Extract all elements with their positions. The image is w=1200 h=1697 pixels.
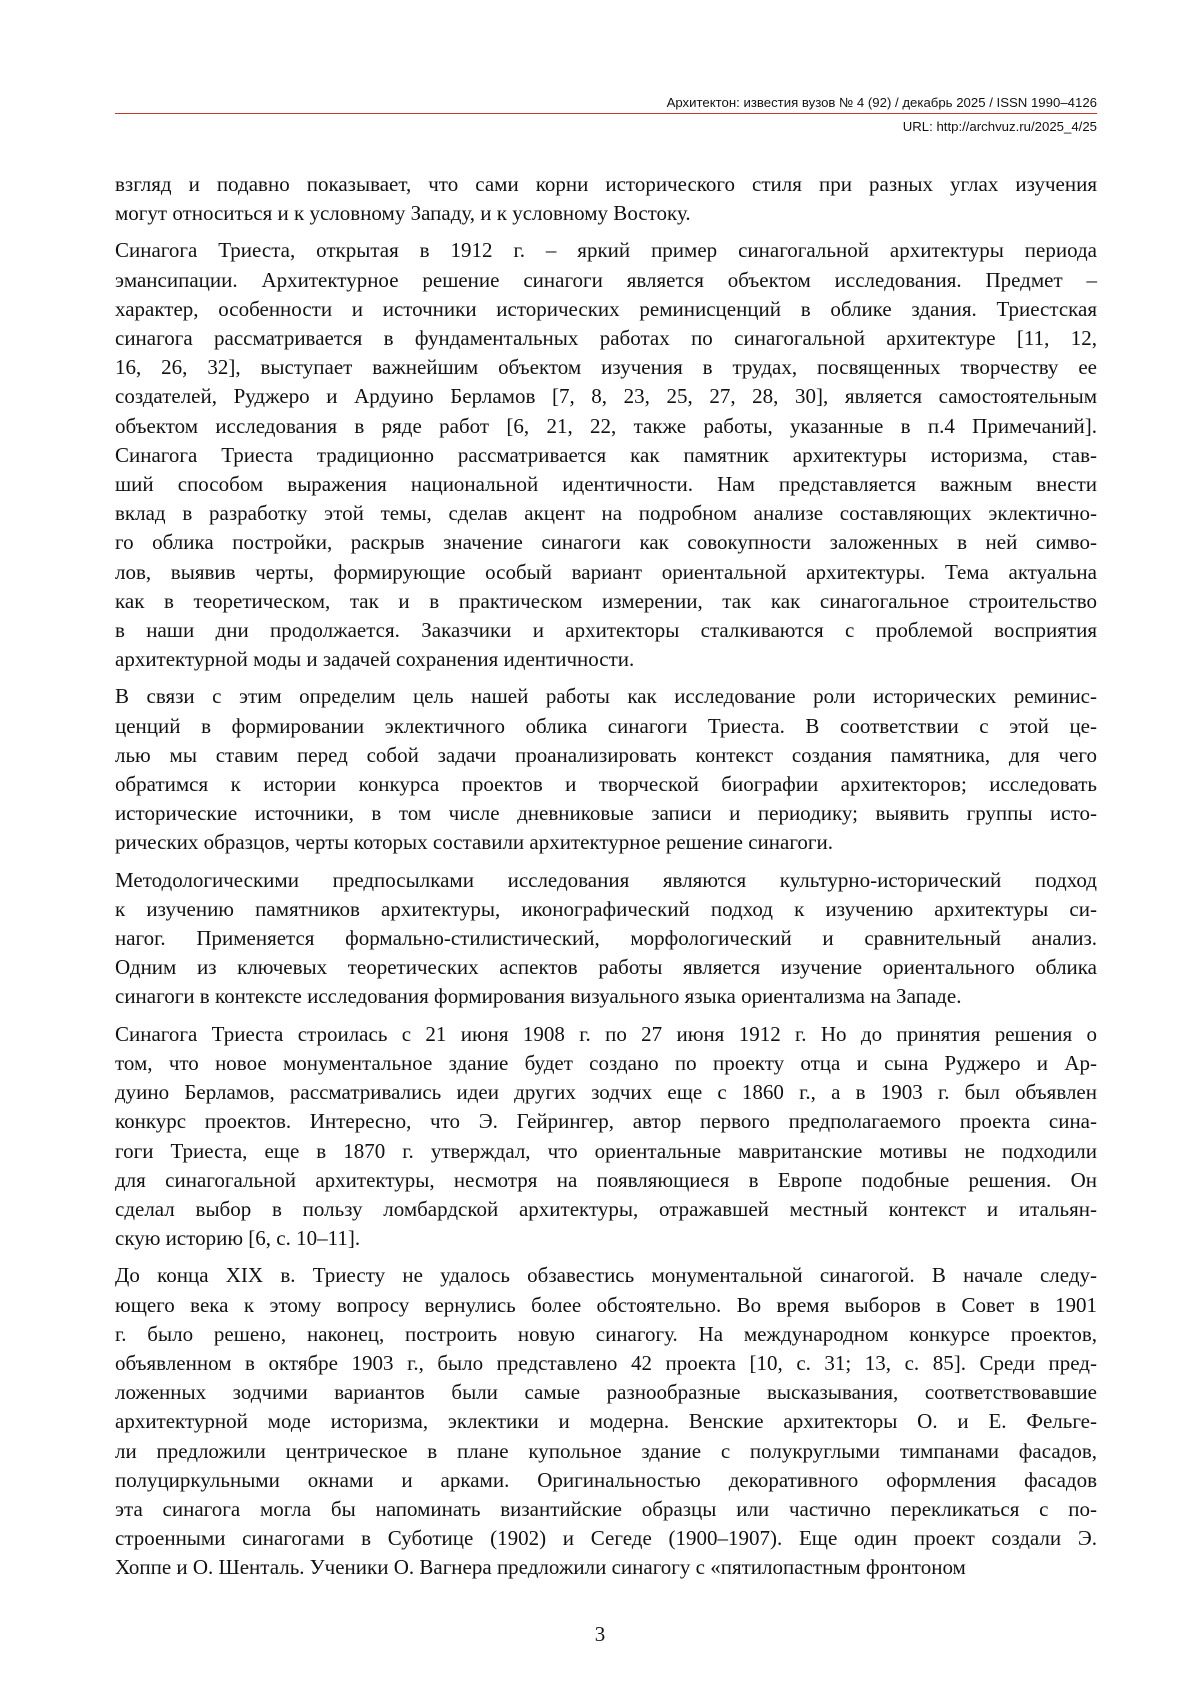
running-header — [115, 94, 1097, 136]
text-line: для синагогальной архитектуры, несмотря на появляющиеся в Европе подобные решения. Он — [115, 1167, 1097, 1192]
text-line: создателей, Руджеро и Ардуино Берламов [7, 8, 23, 25, 27, 28, 30], является самостоятельным — [115, 384, 1097, 409]
article-url: URL: http://archvuz.ru/2025_4/25 — [902, 119, 1097, 134]
text-line: взгляд и подавно показывает, что сами корни исторического стиля при разных углах изучения — [115, 172, 1097, 196]
text-line: ценций в формировании эклектичного облика синагоги Триеста. В соответствии с этой це- — [115, 713, 1097, 738]
text-line: полуциркульными окнами и арками. Оригинальностью декоративного оформления фасадов — [115, 1467, 1097, 1492]
paragraph — [115, 1020, 1097, 1254]
text-line: До конца XIX в. Триесту не удалось обзавестись монументальной синагогой. В начале следу- — [115, 1263, 1097, 1288]
journal-citation: Архитектон: известия вузов № 4 (92) / декабрь 2025 / ISSN 1990–4126 — [666, 95, 1097, 110]
text-line: ющего века к этому вопросу вернулись более обстоятельно. Во время выборов в Совет в 1901 — [115, 1292, 1097, 1317]
text-line: эта синагога могла бы напоминать византийские образцы или частично перекликаться с по- — [115, 1496, 1097, 1521]
text-line: дуино Берламов, рассматривались идеи других зодчих еще с 1860 г., а в 1903 г. был объявлен — [115, 1080, 1097, 1105]
text-line: ший способом выражения национальной идентичности. Нам представляется важным внести — [115, 472, 1097, 497]
text-line: гоги Триеста, еще в 1870 г. утверждал, что ориентальные мавританские мотивы не подходили — [115, 1138, 1097, 1163]
text-line: исторические источники, в том числе дневниковые записи и периодику; выявить группы исто- — [115, 801, 1097, 826]
text-line: архитектурной моды и задачей сохранения идентичности. — [115, 647, 635, 672]
text-line: к изучению памятников архитектуры, иконографический подход к изучению архитектуры си- — [115, 896, 1097, 921]
paragraph — [115, 236, 1097, 674]
text-line: ли предложили центрическое в плане купольное здание с полукруглыми тимпанами фасадов, — [115, 1438, 1097, 1463]
text-line: скую историю [6, с. 10–11]. — [115, 1226, 361, 1251]
text-line: том, что новое монументальное здание будет создано по проекту отца и сына Руджеро и Ар- — [115, 1050, 1097, 1075]
text-line: эмансипации. Архитектурное решение синагоги является объектом исследования. Предмет – — [115, 267, 1097, 292]
paragraph — [115, 866, 1097, 1012]
text-line: Синагога Триеста, открытая в 1912 г. – яркий пример синагогальной архитектуры периода — [115, 238, 1097, 263]
text-line: сделал выбор в пользу ломбардской архитектуры, отражавшей местный контекст и итальян- — [115, 1196, 1097, 1221]
article-body — [115, 170, 1097, 1591]
text-line: в наши дни продолжается. Заказчики и архитекторы сталкиваются с проблемой восприятия — [115, 618, 1097, 643]
text-line: В связи с этим определим цель нашей работы как исследование роли исторических реминис- — [115, 684, 1097, 709]
text-line: Методологическими предпосылками исследования являются культурно-исторический подход — [115, 867, 1097, 892]
header-rule — [115, 113, 1097, 114]
text-line: лью мы ставим перед собой задачи проанализировать контекст создания памятника, для чего — [115, 742, 1097, 767]
paragraph — [115, 682, 1097, 857]
text-line: синагога рассматривается в фундаментальных работах по синагогальной архитектуре [11, 12, — [115, 326, 1097, 351]
text-line: архитектурной моде историзма, эклектики и модерна. Венские архитекторы О. и Е. Фельге- — [115, 1409, 1097, 1434]
text-line: как в теоретическом, так и в практическом измерении, так как синагогальное строительство — [115, 588, 1097, 613]
text-line: строенными синагогами в Суботице (1902) и Сегеде (1900–1907). Еще один проект создали Э. — [115, 1526, 1097, 1551]
text-line: конкурс проектов. Интересно, что Э. Гейрингер, автор первого предполагаемого проекта сина- — [115, 1109, 1097, 1134]
text-line: вклад в разработку этой темы, сделав акцент на подробном анализе составляющих эклектично- — [115, 501, 1097, 526]
text-line: Одним из ключевых теоретических аспектов работы является изучение ориентального облика — [115, 955, 1097, 980]
text-line: характер, особенности и источники исторических реминисценций в облике здания. Триестская — [115, 296, 1097, 321]
paragraph — [115, 1261, 1097, 1582]
text-line: нагог. Применяется формально-стилистический, морфологический и сравнительный анализ. — [115, 926, 1097, 951]
text-line: лов, выявив черты, формирующие особый вариант ориентальной архитектуры. Тема актуальна — [115, 559, 1097, 584]
text-line: синагоги в контексте исследования формирования визуального языка ориентализма на Западе. — [115, 984, 962, 1009]
text-line: обратимся к истории конкурса проектов и творческой биографии архитекторов; исследовать — [115, 772, 1097, 797]
text-line: объявленном в октябре 1903 г., было представлено 42 проекта [10, с. 31; 13, с. 85]. Среди пред- — [115, 1350, 1097, 1375]
text-line: Синагога Триеста традиционно рассматривается как памятник архитектуры историзма, став- — [115, 442, 1097, 467]
text-line: Синагога Триеста строилась с 21 июня 1908 г. по 27 июня 1912 г. Но до принятия решения о — [115, 1021, 1097, 1046]
paragraph — [115, 170, 1097, 228]
page-number: 3 — [594, 1622, 606, 1646]
text-line: могут относиться и к условному Западу, и к условному Востоку. — [115, 201, 691, 226]
text-line: ложенных зодчими вариантов были самые разнообразные высказывания, соответствовавшие — [115, 1380, 1097, 1405]
text-line: Хоппе и О. Шенталь. Ученики О. Вагнера предложили синагогу с «пятилопастным фронтоном — [115, 1555, 966, 1580]
text-line: объектом исследования в ряде работ [6, 21, 22, также работы, указанные в п.4 Примечаний]. — [115, 413, 1097, 438]
text-line: рических образцов, черты которых составили архитектурное решение синагоги. — [115, 830, 834, 855]
text-line: го облика постройки, раскрыв значение синагоги как совокупности заложенных в ней симво- — [115, 530, 1097, 555]
text-line: 16, 26, 32], выступает важнейшим объектом изучения в трудах, посвященных творчеству ее — [115, 355, 1097, 380]
text-line: г. было решено, наконец, построить новую синагогу. На международном конкурсе проектов, — [115, 1321, 1097, 1346]
